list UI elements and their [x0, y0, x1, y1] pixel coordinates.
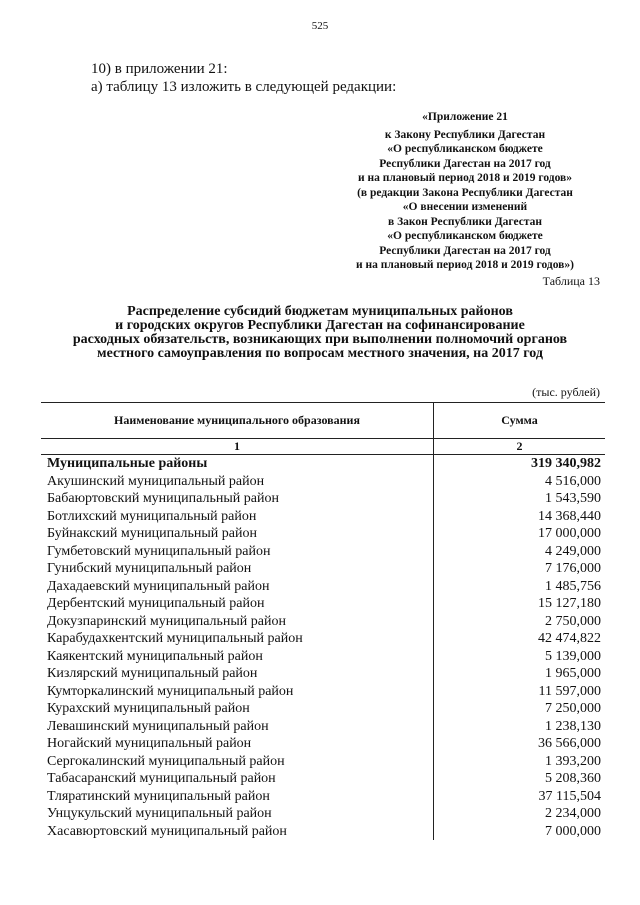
total-name: Муниципальные районы [41, 455, 434, 473]
units-note: (тыс. рублей) [532, 385, 600, 399]
table-row [41, 683, 605, 701]
district-sum: 11 597,000 [538, 683, 601, 699]
appendix-lines [330, 128, 600, 273]
table-row [41, 613, 605, 631]
district-sum: 2 234,000 [545, 806, 601, 822]
district-name: Дахадаевский муниципальный район [41, 578, 434, 596]
appendix-line: «О республиканском бюджете [387, 230, 543, 242]
table-row [41, 700, 605, 718]
district-name: Карабудахкентский муниципальный район [41, 630, 434, 648]
table-row [41, 578, 605, 596]
district-name: Табасаранский муниципальный район [41, 770, 434, 788]
table-row [41, 788, 605, 806]
column-number-2: 2 [434, 439, 606, 455]
table-row [41, 525, 605, 543]
table-body [41, 455, 605, 841]
district-name: Каякентский муниципальный район [41, 648, 434, 666]
total-row [41, 455, 605, 473]
district-name: Дербентский муниципальный район [41, 595, 434, 613]
district-name: Сергокалинский муниципальный район [41, 753, 434, 771]
district-name: Левашинский муниципальный район [41, 718, 434, 736]
district-name: Гунибский муниципальный район [41, 560, 434, 578]
table-row [41, 770, 605, 788]
table-row [41, 560, 605, 578]
district-sum: 4 516,000 [545, 473, 601, 489]
appendix-line: «О внесении изменений [402, 201, 528, 213]
district-sum: 42 474,822 [538, 631, 601, 647]
district-sum: 1 393,200 [545, 753, 601, 769]
table-row [41, 490, 605, 508]
district-sum: 1 543,590 [545, 491, 601, 507]
subsidy-table [41, 402, 605, 840]
total-sum: 319 340,982 [531, 456, 601, 472]
appendix-line: к Закону Республики Дагестан [384, 128, 546, 141]
district-sum: 5 208,360 [545, 771, 601, 787]
appendix-line: и на плановый период 2018 и 2019 годов» [357, 172, 573, 184]
district-sum: 1 965,000 [545, 666, 601, 682]
appendix-line: «О республиканском бюджете [387, 143, 543, 155]
district-name: Бабаюртовский муниципальный район [41, 490, 434, 508]
appendix-line: в Закон Республики Дагестан [388, 215, 542, 228]
table-row [41, 665, 605, 683]
title-line: расходных обязательств, возникающих при выполнении полномочий органов [72, 332, 568, 347]
table-row [41, 805, 605, 823]
appendix-line: Республики Дагестан на 2017 год [379, 157, 551, 170]
title-line: и городских округов Республики Дагестан на софинансирование [115, 318, 525, 333]
district-name: Гумбетовский муниципальный район [41, 543, 434, 561]
district-sum: 1 485,756 [545, 578, 601, 594]
district-name: Тляратинский муниципальный район [41, 788, 434, 806]
district-sum: 4 249,000 [545, 543, 601, 559]
district-name: Акушинский муниципальный район [41, 473, 434, 491]
district-sum: 7 250,000 [545, 701, 601, 717]
table-row [41, 753, 605, 771]
district-name: Буйнакский муниципальный район [41, 525, 434, 543]
column-number-row [41, 439, 605, 455]
district-sum: 36 566,000 [538, 736, 601, 752]
district-sum: 14 368,440 [538, 508, 601, 524]
appendix-block [330, 110, 600, 273]
district-sum: 15 127,180 [538, 596, 601, 612]
district-name: Хасавюртовский муниципальный район [41, 823, 434, 841]
table-row [41, 823, 605, 841]
district-name: Ногайский муниципальный район [41, 735, 434, 753]
appendix-heading: «Приложение 21 [422, 111, 508, 123]
table-row [41, 648, 605, 666]
district-sum: 1 238,130 [545, 718, 601, 734]
table-row [41, 735, 605, 753]
table-row [41, 595, 605, 613]
district-sum: 5 139,000 [545, 648, 601, 664]
table-row [41, 718, 605, 736]
district-sum: 37 115,504 [538, 788, 601, 804]
district-name: Кизлярский муниципальный район [41, 665, 434, 683]
intro-line-1: 10) в приложении 21: [91, 61, 228, 77]
district-name: Унцукульский муниципальный район [41, 805, 434, 823]
appendix-line: Республики Дагестан на 2017 год [379, 244, 551, 257]
page-number: 525 [311, 20, 329, 32]
table-row [41, 630, 605, 648]
district-name: Кумторкалинский муниципальный район [41, 683, 434, 701]
table-row [41, 473, 605, 491]
district-sum: 7 000,000 [545, 823, 601, 839]
table-row [41, 508, 605, 526]
table-header-row [41, 403, 605, 439]
appendix-line: и на плановый период 2018 и 2019 годов») [356, 259, 574, 271]
district-name: Докузпаринский муниципальный район [41, 613, 434, 631]
district-name: Курахский муниципальный район [41, 700, 434, 718]
column-number-1: 1 [41, 439, 434, 455]
district-sum: 2 750,000 [545, 613, 601, 629]
title-line: Распределение субсидий бюджетам муниципальных районов [127, 304, 513, 319]
table-title [40, 305, 600, 361]
appendix-line: (в редакции Закона Республики Дагестан [357, 186, 573, 199]
district-sum: 17 000,000 [538, 526, 601, 542]
intro-line-2: а) таблицу 13 изложить в следующей редакции: [91, 79, 397, 95]
table-label: Таблица 13 [542, 274, 600, 288]
title-line: местного самоуправления по вопросам местного значения, на 2017 год [97, 346, 543, 361]
district-sum: 7 176,000 [545, 561, 601, 577]
column-header-sum: Сумма [434, 403, 606, 439]
column-header-name: Наименование муниципального образования [41, 403, 434, 439]
table-row [41, 543, 605, 561]
district-name: Ботлихский муниципальный район [41, 508, 434, 526]
